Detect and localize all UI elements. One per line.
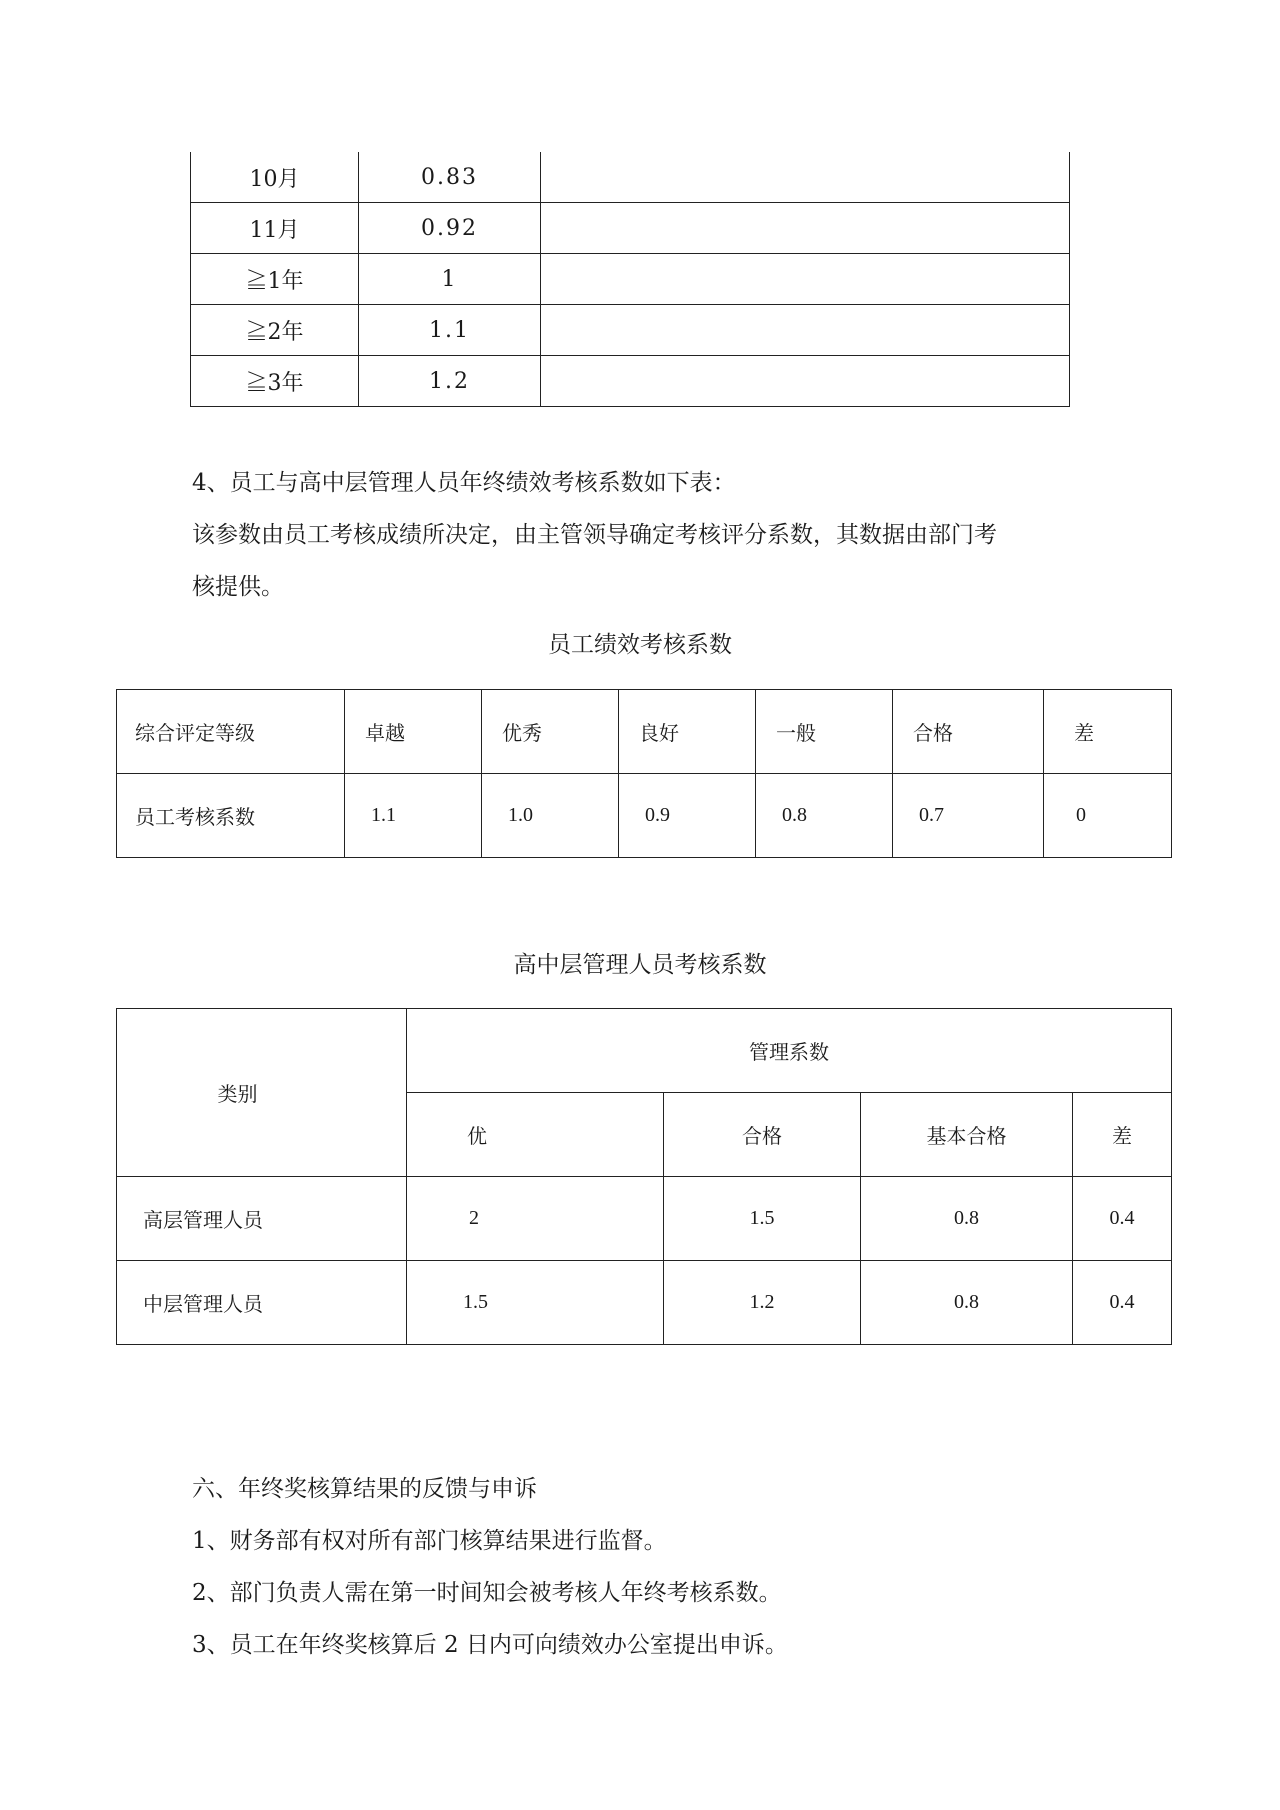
level-cell: 优秀: [482, 690, 619, 774]
value-cell: 0.9: [619, 774, 756, 858]
value-cell: 1.2: [664, 1261, 861, 1345]
level-cell: 合格: [664, 1093, 861, 1177]
table-row: [117, 1261, 1172, 1345]
rating-level-header: 综合评定等级: [117, 690, 345, 774]
section-4-desc-line1: 该参数由员工考核成绩所决定，由主管领导确定考核评分系数，其数据由部门考: [192, 522, 997, 548]
note-cell: [541, 203, 1070, 254]
table-row: [191, 305, 1070, 356]
level-cell: 优: [407, 1093, 664, 1177]
section-6-heading: 六、年终奖核算结果的反馈与申诉: [192, 1476, 537, 1502]
level-cell: 卓越: [345, 690, 482, 774]
value-cell: 0.7: [893, 774, 1044, 858]
mgr-coefficient-table: [116, 1008, 1172, 1345]
value-cell: 1.1: [345, 774, 482, 858]
note-cell: [541, 305, 1070, 356]
value-cell: 0: [1044, 774, 1172, 858]
staff-coef-header: 员工考核系数: [117, 774, 345, 858]
management-coef-header: 管理系数: [407, 1009, 1172, 1093]
level-cell: 差: [1073, 1093, 1172, 1177]
section-6-item-3: 3、员工在年终奖核算后 2 日内可向绩效办公室提出申诉。: [192, 1632, 788, 1658]
period-cell: 11月: [191, 203, 359, 254]
section-6-item-2: 2、部门负责人需在第一时间知会被考核人年终考核系数。: [192, 1580, 782, 1606]
staff-coefficient-table: [116, 689, 1172, 858]
coef-cell: 1.2: [359, 356, 541, 407]
value-cell: 2: [407, 1177, 664, 1261]
period-cell: ≧3年: [191, 356, 359, 407]
mgr-table-title: 高中层管理人员考核系数: [513, 952, 767, 978]
value-cell: 1.0: [482, 774, 619, 858]
category-header: 类别: [117, 1009, 407, 1177]
level-cell: 良好: [619, 690, 756, 774]
period-cell: ≧1年: [191, 254, 359, 305]
level-cell: 基本合格: [861, 1093, 1073, 1177]
coef-cell: 1.1: [359, 305, 541, 356]
value-cell: 0.8: [861, 1177, 1073, 1261]
value-cell: 0.8: [756, 774, 893, 858]
table-row: [191, 152, 1070, 203]
row-label: 中层管理人员: [117, 1261, 407, 1345]
value-cell: 1.5: [407, 1261, 664, 1345]
table-row: [117, 774, 1172, 858]
level-cell: 差: [1044, 690, 1172, 774]
table-row: [117, 1177, 1172, 1261]
table-row: [191, 254, 1070, 305]
note-cell: [541, 356, 1070, 407]
note-cell: [541, 254, 1070, 305]
section-6-item-1: 1、财务部有权对所有部门核算结果进行监督。: [192, 1528, 667, 1554]
staff-table-title: 员工绩效考核系数: [548, 632, 732, 658]
coef-cell: 0.83: [359, 152, 541, 203]
value-cell: 0.4: [1073, 1261, 1172, 1345]
table-row: [117, 690, 1172, 774]
note-cell: [541, 152, 1070, 203]
level-cell: 合格: [893, 690, 1044, 774]
coef-cell: 1: [359, 254, 541, 305]
value-cell: 0.8: [861, 1261, 1073, 1345]
table-row: [191, 203, 1070, 254]
table-row: [117, 1009, 1172, 1093]
value-cell: 0.4: [1073, 1177, 1172, 1261]
period-cell: ≧2年: [191, 305, 359, 356]
section-4-desc-line2: 核提供。: [192, 574, 284, 600]
section-4-heading: 4、员工与高中层管理人员年终绩效考核系数如下表：: [192, 470, 736, 496]
value-cell: 1.5: [664, 1177, 861, 1261]
level-cell: 一般: [756, 690, 893, 774]
period-cell: 10月: [191, 152, 359, 203]
table-row: [191, 356, 1070, 407]
row-label: 高层管理人员: [117, 1177, 407, 1261]
coef-cell: 0.92: [359, 203, 541, 254]
tenure-coefficient-table: [190, 152, 1070, 407]
